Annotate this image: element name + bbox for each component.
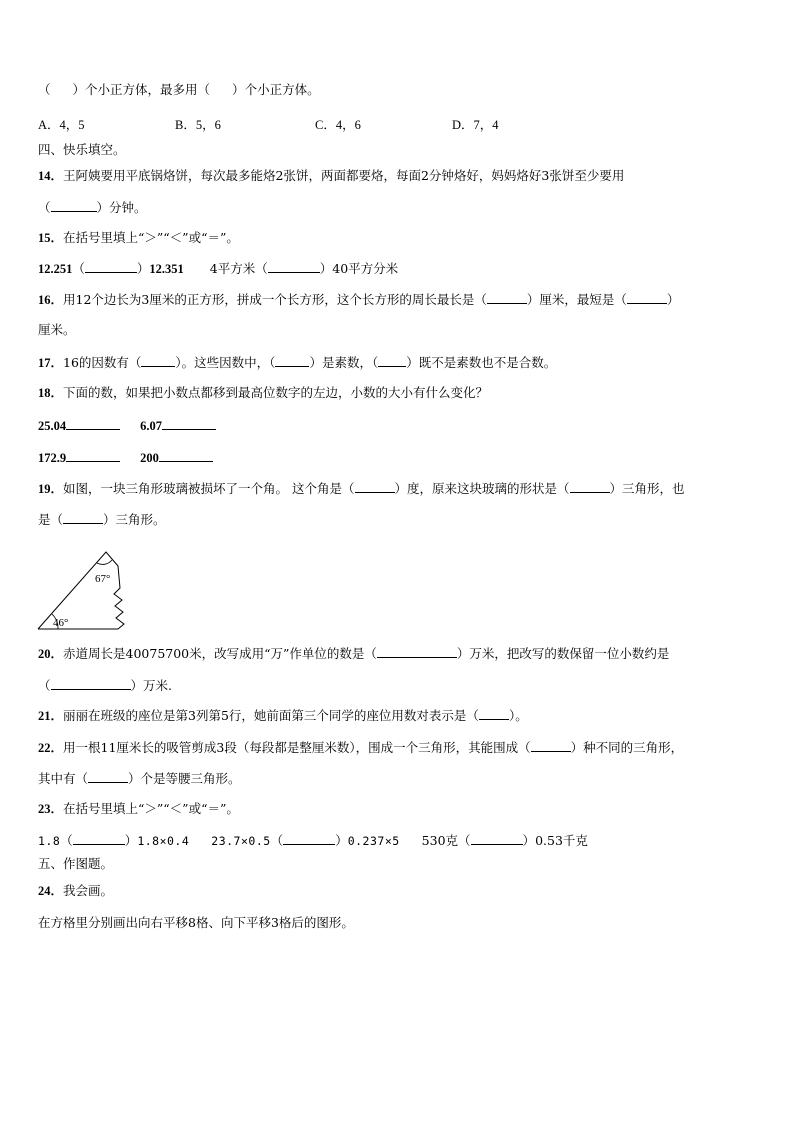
answer-blank[interactable] bbox=[66, 417, 120, 430]
question-19-line2: 是（ ）三角形。 bbox=[38, 512, 166, 527]
answer-blank[interactable] bbox=[378, 354, 406, 367]
question-20: 20．赤道周长是40075700米，改写成用“万”作单位的数是（ ）万米，把改写的数保留一位小数约是 bbox=[38, 646, 670, 661]
question-20-line2: （ ）万米. bbox=[38, 678, 172, 693]
answer-blank[interactable] bbox=[141, 354, 175, 367]
answer-blank[interactable] bbox=[162, 417, 216, 430]
question-23: 23．在括号里填上“＞”“＜”或“＝”。 bbox=[38, 801, 239, 816]
answer-blank[interactable] bbox=[283, 832, 335, 845]
angle-top-label: 67° bbox=[95, 573, 111, 585]
answer-blank[interactable] bbox=[275, 354, 309, 367]
answer-blank[interactable] bbox=[73, 832, 125, 845]
answer-blank[interactable] bbox=[51, 677, 131, 690]
question-16: 16．用12个边长为3厘米的正方形，拼成一个长方形，这个长方形的周长最长是（ ）厘米，最短是（ ） bbox=[38, 292, 680, 307]
question-24-instruction: 在方格里分别画出向右平移8格、向下平移3格后的图形。 bbox=[38, 915, 354, 930]
question-15: 15．在括号里填上“＞”“＜”或“＝”。 bbox=[38, 230, 239, 245]
q13-tail: （ ）个小正方体，最多用（ ）个小正方体。 bbox=[38, 82, 320, 97]
question-24: 24．我会画。 bbox=[38, 883, 114, 898]
answer-blank[interactable] bbox=[355, 480, 395, 493]
question-19: 19．如图，一块三角形玻璃被损坏了一个角。 这个角是（ ）度，原来这块玻璃的形状是（ ）三角形，也 bbox=[38, 481, 685, 496]
question-17: 17．16的因数有（ ）。这些因数中，（ ）是素数，（ ）既不是素数也不是合数。 bbox=[38, 355, 557, 370]
question-14: 14．王阿姨要用平底锅烙饼，每次最多能烙2张饼，两面都要烙，每面2分钟烙好，妈妈烙好3张饼至少要用 bbox=[38, 168, 625, 183]
broken-triangle-figure bbox=[34, 548, 134, 634]
question-22-line2: 其中有（ ）个是等腰三角形。 bbox=[38, 771, 241, 786]
option-a[interactable]: A．4，5 bbox=[38, 118, 85, 132]
question-21: 21．丽丽在班级的座位是第3列第5行，她前面第三个同学的座位用数对表示是（ ）。 bbox=[38, 708, 528, 723]
answer-blank[interactable] bbox=[479, 707, 509, 720]
answer-blank[interactable] bbox=[51, 199, 97, 212]
section-5-title: 五、作图题。 bbox=[38, 856, 114, 871]
answer-blank[interactable] bbox=[63, 511, 103, 524]
question-14-line2: （ ）分钟。 bbox=[38, 200, 147, 215]
section-4-title: 四、快乐填空。 bbox=[38, 142, 126, 157]
question-18-row1: 25.04 6.07 bbox=[38, 417, 216, 434]
option-c[interactable]: C．4，6 bbox=[315, 118, 361, 132]
option-b[interactable]: B．5，6 bbox=[175, 118, 221, 132]
answer-blank[interactable] bbox=[627, 291, 667, 304]
answer-blank[interactable] bbox=[487, 291, 527, 304]
answer-blank[interactable] bbox=[159, 449, 213, 462]
question-18: 18．下面的数，如果把小数点都移到最高位数字的左边，小数的大小有什么变化？ bbox=[38, 385, 489, 400]
question-16-line2: 厘米。 bbox=[38, 322, 76, 337]
question-22: 22．用一根11厘米长的吸管剪成3段（每段都是整厘米数），围成一个三角形，其能围成（ ）种不同的三角形， bbox=[38, 740, 684, 755]
answer-blank[interactable] bbox=[66, 449, 120, 462]
answer-blank[interactable] bbox=[268, 260, 320, 273]
answer-blank[interactable] bbox=[88, 770, 128, 783]
answer-blank[interactable] bbox=[570, 480, 610, 493]
angle-left-label: 46° bbox=[53, 617, 69, 629]
answer-blank[interactable] bbox=[471, 832, 523, 845]
answer-blank[interactable] bbox=[85, 260, 137, 273]
answer-blank[interactable] bbox=[531, 739, 571, 752]
question-15-items: 12.251（ ）12.351 4平方米（ ）40平方分米 bbox=[38, 261, 399, 276]
answer-blank[interactable] bbox=[377, 645, 457, 658]
question-18-row2: 172.9 200 bbox=[38, 449, 213, 466]
question-23-items: 1.8（ ）1.8×0.4 23.7×0.5（ ）0.237×5 530克（ ）0.53千克 bbox=[38, 833, 588, 848]
option-d[interactable]: D．7，4 bbox=[452, 118, 499, 132]
